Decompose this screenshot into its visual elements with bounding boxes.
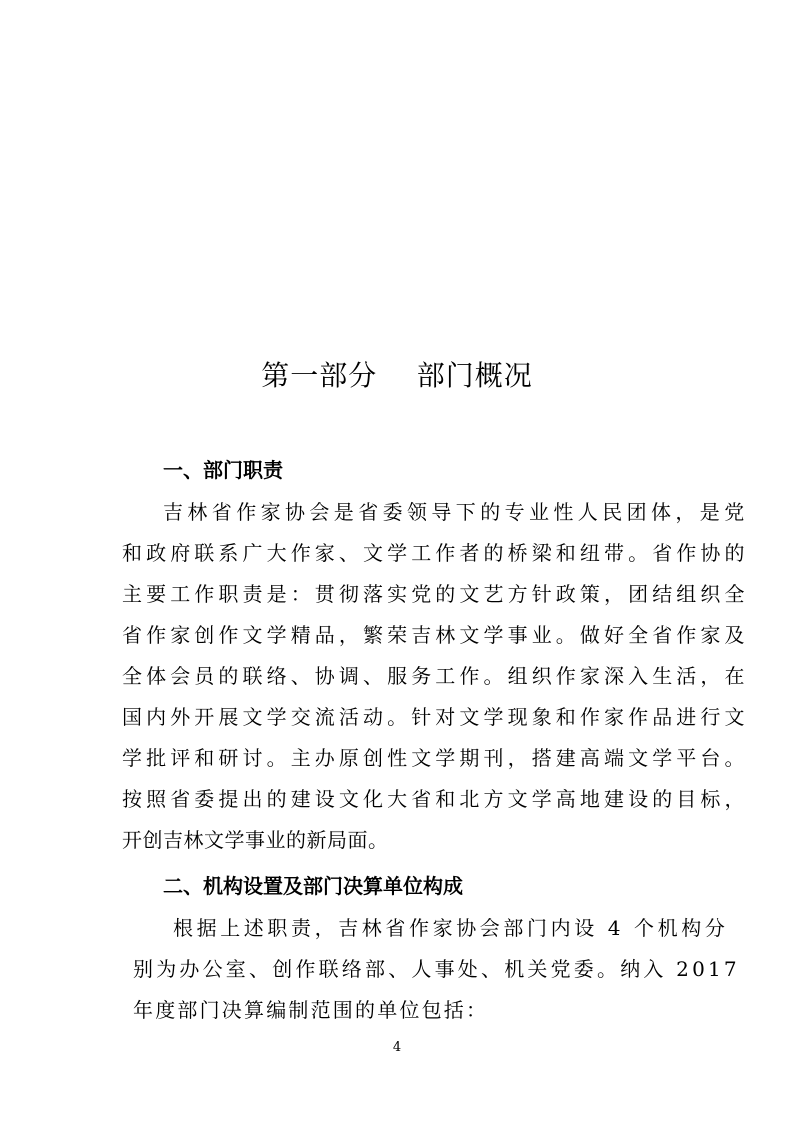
page-title: 第一部分 部门概况 bbox=[261, 359, 533, 392]
paragraph-line: 开创吉林文学事业的新局面。 bbox=[122, 828, 389, 852]
paragraph-line: 全体会员的联络、协调、服务工作。组织作家深入生活，在 bbox=[122, 664, 749, 688]
paragraph-line: 主要工作职责是：贯彻落实党的文艺方针政策，团结组织全 bbox=[122, 582, 749, 606]
paragraph-line: 别为办公室、创作联络部、人事处、机关党委。纳入 2017 bbox=[133, 957, 740, 981]
paragraph-line: 和政府联系广大作家、文学工作者的桥梁和纽带。省作协的 bbox=[122, 541, 749, 565]
paragraph-line: 国内外开展文学交流活动。针对文学现象和作家作品进行文 bbox=[122, 705, 749, 729]
paragraph-line: 根据上述职责，吉林省作家协会部门内设 4 个机构分 bbox=[173, 916, 729, 940]
paragraph-line: 省作家创作文学精品，繁荣吉林文学事业。做好全省作家及 bbox=[122, 623, 749, 647]
paragraph-line: 吉林省作家协会是省委领导下的专业性人民团体，是党 bbox=[163, 500, 749, 524]
section-heading-duties: 一、部门职责 bbox=[163, 458, 283, 482]
paragraph-line: 年度部门决算编制范围的单位包括： bbox=[133, 998, 489, 1022]
section-heading-structure: 二、机构设置及部门决算单位构成 bbox=[163, 874, 463, 898]
page-number: 4 bbox=[392, 1040, 402, 1055]
paragraph-line: 按照省委提出的建设文化大省和北方文学高地建设的目标， bbox=[122, 787, 749, 811]
paragraph-line: 学批评和研讨。主办原创性文学期刊，搭建高端文学平台。 bbox=[122, 746, 749, 770]
